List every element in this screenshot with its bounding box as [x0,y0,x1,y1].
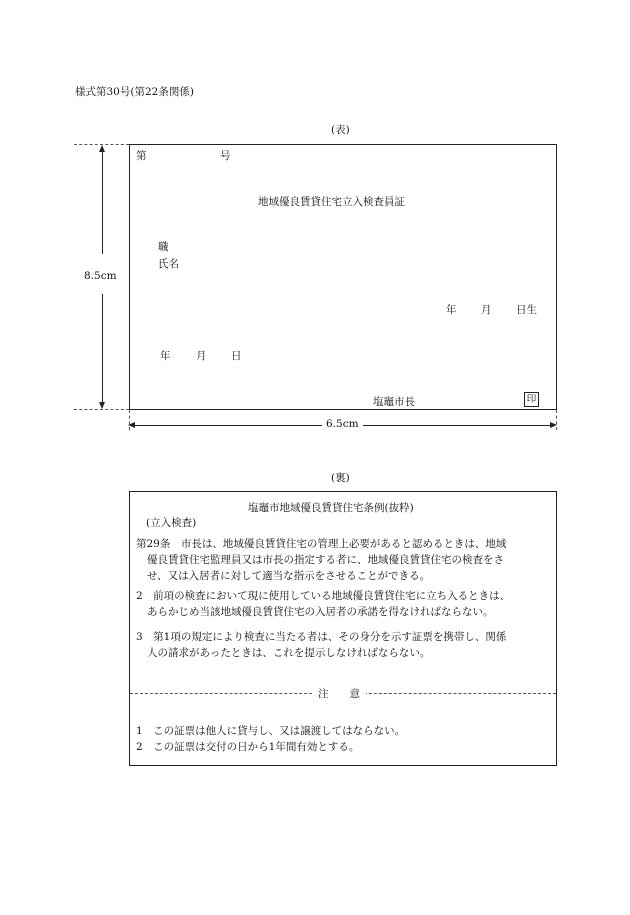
notice-heading: 注 意 [312,686,366,701]
note-item: 1 この証票は他人に貸与し、又は譲渡してはならない。 [136,725,406,737]
article-29-line-2: 優良賃貸住宅監理員又は市長の指定する者に、地域優良賃貸住宅の検査をさ [147,554,504,566]
arrow-up-icon [99,145,105,152]
notes-list [136,723,554,755]
number-prefix: 第 [136,150,147,162]
birth-year-label: 年 [446,304,457,316]
paragraph-2 [136,588,554,620]
width-dimension-label: 6.5cm [322,418,363,430]
section-caption: (立入検査) [146,517,197,529]
height-dimension-label: 8.5cm [84,270,117,282]
paragraph-3 [136,629,554,661]
article-29-line-3: せ、又は入居者に対して適当な指示をさせることができる。 [147,570,431,582]
paragraph-3-line-2: 人の請求があったときは、これを提示しなければならない。 [147,647,431,659]
back-heading: (裏) [331,472,350,484]
arrow-left-icon [128,422,135,428]
ordinance-title: 塩竈市地域優良賃貸住宅条例(抜粋) [248,502,414,514]
issue-year-label: 年 [160,350,171,362]
arrow-down-icon [99,402,105,409]
paragraph-2-line-1: 2 前項の検査において現に使用している地域優良賃貸住宅に立ち入るときは、 [136,590,511,602]
note-item: 2 この証票は交付の日から1年間有効とする。 [136,741,360,753]
article-29 [136,536,554,584]
issuer-label: 塩竈市長 [373,396,415,408]
front-heading: (表) [331,124,350,136]
issue-month-label: 月 [196,350,207,362]
height-guide-bottom [74,409,129,410]
name-label: 氏名 [158,258,179,270]
issue-day-label: 日 [231,350,242,362]
birth-month-label: 月 [481,304,492,316]
position-label: 職 [158,241,169,253]
height-dimension-line-upper [102,150,103,254]
arrow-right-icon [550,422,557,428]
birth-day-label: 日生 [516,304,537,316]
paragraph-2-line-2: あらかじめ当該地域優良賃貸住宅の入居者の承諾を得なければならない。 [147,606,494,618]
seal-mark: 印 [524,392,539,407]
number-suffix: 号 [220,150,231,162]
paragraph-3-line-1: 3 第1項の規定により検査に当たる者は、その身分を示す証票を携帯し、関係 [136,631,507,643]
front-card [129,144,557,410]
article-29-line-1: 第29条 市長は、地域優良賃貸住宅の管理上必要があると認めるときは、地域 [136,538,507,550]
form-header: 様式第30号(第22条関係) [75,86,194,98]
height-dimension-line-lower [102,294,103,404]
card-title: 地域優良賃貸住宅立入検査員証 [258,196,405,208]
